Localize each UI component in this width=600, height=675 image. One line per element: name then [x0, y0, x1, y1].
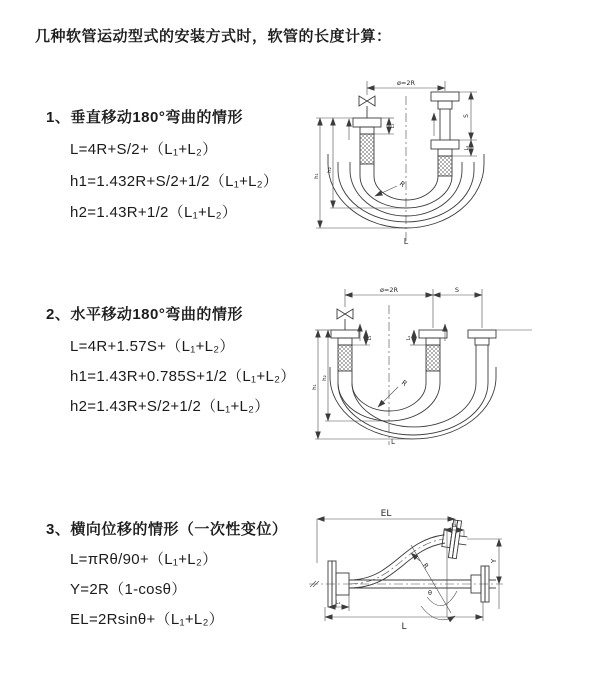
d2-top-dimensions — [345, 286, 482, 328]
d2-mid-fitting — [419, 330, 447, 383]
d2-l1-label: L₁ — [367, 335, 373, 341]
section-1-formula-L: L=4R+S/2+（L₁+L₂） — [70, 141, 218, 158]
d3-el-dimension — [317, 509, 455, 563]
d3-y-dimension — [467, 539, 502, 609]
d3-y-label: Y — [490, 558, 498, 564]
d2-hose-arcs — [330, 367, 496, 439]
d1-s-label: S — [463, 114, 470, 118]
d3-l2-label: L₂ — [451, 523, 457, 529]
d2-radius-label: R — [399, 378, 409, 389]
d1-right-fitting — [431, 92, 459, 176]
d1-radius-label: R — [397, 179, 407, 190]
d3-l1-label: L₁ — [335, 600, 341, 606]
d1-radius-leader — [375, 180, 407, 196]
section-3-formula-Y: Y=2R（1-cosθ） — [70, 581, 187, 598]
d1-top-dimension — [367, 79, 445, 95]
diagram-lateral-displacement — [303, 503, 598, 653]
d2-h2-label: h₂ — [322, 375, 328, 381]
section-1-heading: 1、垂直移动180°弯曲的情形 — [46, 109, 243, 126]
d3-length-label: L — [401, 622, 407, 632]
section-3-formula-EL: EL=2Rsinθ+（L₁+L₂） — [70, 611, 224, 628]
d2-height-dimensions — [312, 330, 413, 439]
section-3-formula-L: L=πRθ/90+（L₁+L₂） — [70, 551, 218, 568]
d2-l2-label: L₂ — [406, 335, 412, 341]
d2-h1-label: h₁ — [312, 384, 318, 390]
d3-angle-label: θ — [428, 589, 432, 597]
section-1-formula-h2: h2=1.43R+1/2（L₁+L₂） — [70, 204, 238, 221]
section-2-formula-L: L=4R+1.57S+（L₁+L₂） — [70, 338, 235, 355]
d2-length-label: L — [391, 438, 395, 446]
d3-centerline — [309, 581, 503, 587]
section-2-formula-h2: h2=1.43R+S/2+1/2（L₁+L₂） — [70, 398, 270, 415]
d1-span-label: ø=2R — [396, 79, 416, 87]
diagram-horizontal-180-bend — [310, 283, 600, 455]
d2-valve-icon — [337, 309, 353, 330]
d2-right-fitting — [468, 330, 496, 383]
d1-l1-dimension — [374, 118, 396, 134]
d3-el-label: EL — [380, 509, 392, 519]
d1-h1-label: h₁ — [314, 173, 320, 179]
d1-right-dimensions — [452, 92, 477, 156]
section-3-heading: 3、横向位移的情形（一次性变位） — [46, 521, 288, 538]
page-title: 几种软管运动型式的安装方式时，软管的长度计算： — [35, 28, 392, 45]
section-1-formula-h1: h1=1.432R+S/2+1/2（L₁+L₂） — [70, 173, 279, 190]
d1-valve-icon — [359, 96, 375, 118]
d1-length-label: L — [403, 237, 409, 246]
d3-l1-dimension — [328, 595, 349, 611]
section-2-heading: 2、水平移动180°弯曲的情形 — [46, 306, 243, 323]
d1-left-fitting — [353, 118, 381, 176]
d2-left-fitting — [331, 330, 359, 383]
d2-span-label: ø=2R — [379, 286, 399, 294]
d3-radius-label: R — [421, 561, 431, 571]
section-2-formula-h1: h1=1.43R+0.785S+1/2（L₁+L₂） — [70, 368, 296, 385]
d1-h2-label: h₂ — [327, 167, 333, 173]
d2-radius-leader — [378, 379, 409, 407]
d1-l1-label: L₁ — [390, 123, 396, 129]
d2-s-label: S — [454, 286, 460, 294]
diagram-vertical-180-bend — [311, 68, 596, 258]
d1-l2-label: L₂ — [464, 145, 470, 151]
